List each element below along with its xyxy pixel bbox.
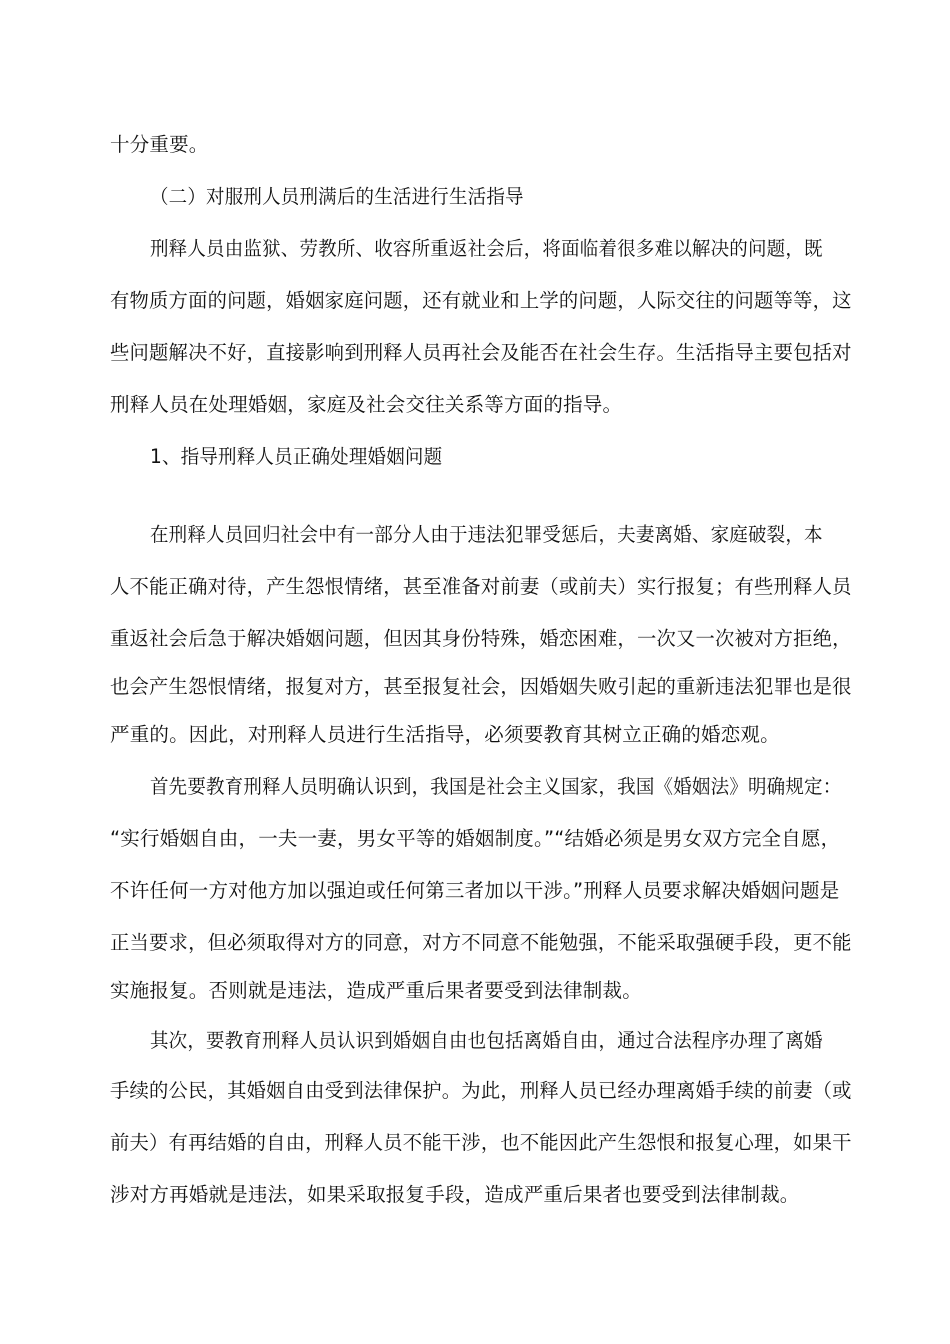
paragraph-line: 重返社会后急于解决婚姻问题，但因其身份特殊，婚恋困难，一次又一次被对方拒绝， bbox=[110, 627, 852, 650]
subsection-heading: 1、指导刑释人员正确处理婚姻问题 bbox=[150, 445, 443, 468]
paragraph-line: 正当要求，但必须取得对方的同意，对方不同意不能勉强，不能采取强硬手段，更不能 bbox=[110, 931, 852, 954]
paragraph-line: 不许任何一方对他方加以强迫或任何第三者加以干涉。”刑释人员要求解决婚姻问题是 bbox=[110, 879, 840, 902]
paragraph-line: “实行婚姻自由，一夫一妻，男女平等的婚姻制度。”“结婚必须是男女双方完全自愿， bbox=[110, 827, 841, 850]
paragraph-line: 严重的。因此，对刑释人员进行生活指导，必须要教育其树立正确的婚恋观。 bbox=[110, 723, 780, 746]
paragraph-line: 刑释人员由监狱、劳教所、收容所重返社会后，将面临着很多难以解决的问题，既 bbox=[150, 237, 823, 260]
paragraph-line: 手续的公民，其婚姻自由受到法律保护。为此，刑释人员已经办理离婚手续的前妻（或 bbox=[110, 1079, 852, 1102]
text-line: 十分重要。 bbox=[110, 133, 209, 156]
paragraph-line: 前夫）有再结婚的自由，刑释人员不能干涉，也不能因此产生怨恨和报复心理，如果干 bbox=[110, 1131, 852, 1154]
paragraph-line: 也会产生怨恨情绪，报复对方，甚至报复社会，因婚姻失败引起的重新违法犯罪也是很 bbox=[110, 675, 852, 698]
paragraph-line: 有物质方面的问题，婚姻家庭问题，还有就业和上学的问题，人际交往的问题等等，这 bbox=[110, 289, 852, 312]
paragraph-line: 在刑释人员回归社会中有一部分人由于违法犯罪受惩后，夫妻离婚、家庭破裂，本 bbox=[150, 523, 823, 546]
paragraph-line: 刑释人员在处理婚姻，家庭及社会交往关系等方面的指导。 bbox=[110, 393, 623, 416]
section-heading: （二）对服刑人员刑满后的生活进行生活指导 bbox=[150, 185, 524, 208]
paragraph-line: 涉对方再婚就是违法，如果采取报复手段，造成严重后果者也要受到法律制裁。 bbox=[110, 1183, 800, 1206]
paragraph-line: 其次，要教育刑释人员认识到婚姻自由也包括离婚自由，通过合法程序办理了离婚 bbox=[150, 1029, 823, 1052]
paragraph-line: 首先要教育刑释人员明确认识到，我国是社会主义国家，我国《婚姻法》明确规定： bbox=[150, 775, 842, 798]
paragraph-line: 些问题解决不好，直接影响到刑释人员再社会及能否在社会生存。生活指导主要包括对 bbox=[110, 341, 852, 364]
paragraph-line: 实施报复。否则就是违法，造成严重后果者要受到法律制裁。 bbox=[110, 979, 642, 1002]
paragraph-line: 人不能正确对待，产生怨恨情绪，甚至准备对前妻（或前夫）实行报复；有些刑释人员 bbox=[110, 575, 852, 598]
